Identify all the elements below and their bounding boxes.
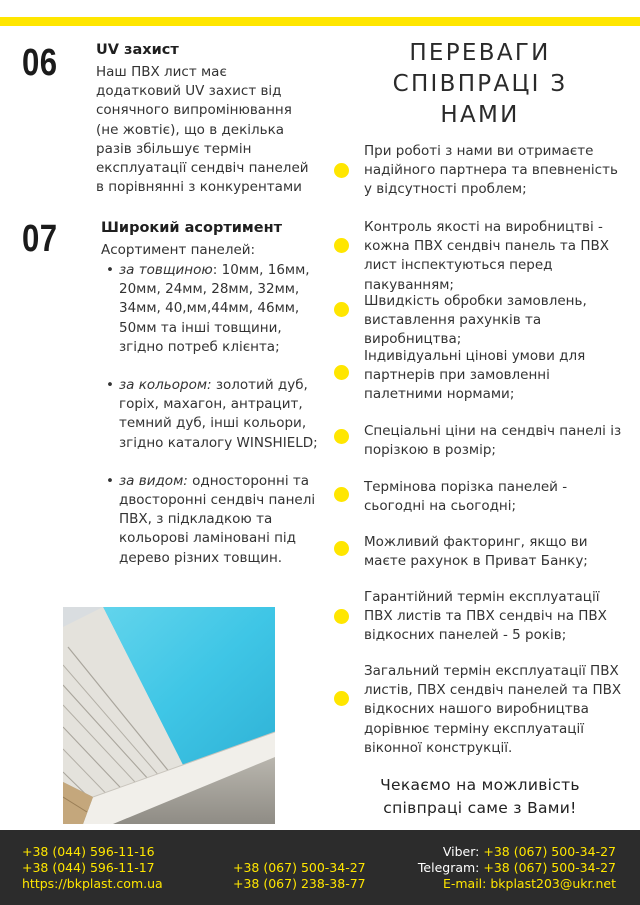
bullet-dot-icon — [334, 238, 349, 253]
benefit-text: Можливий факторинг, якщо ви маєте рахунок в Приват Банку; — [364, 534, 588, 570]
list-item-label: за кольором: — [119, 377, 212, 394]
section-number-07: 07 — [22, 218, 58, 260]
bullet-dot-icon — [334, 691, 349, 706]
closing-message: Чекаємо на можливість співпраці саме з Вами! — [380, 776, 580, 817]
benefit-text: Термінова порізка панелей - сьогодні на сьогодні; — [364, 479, 568, 515]
list-item-text: односторонні та двосторонні сендвіч панелі ПВХ, з підкладкою та кольорові ламіновані під дерево різних товщин. — [119, 472, 316, 566]
bullet-dot-icon — [334, 429, 349, 444]
website-link[interactable]: https://bkplast.com.ua — [22, 876, 163, 891]
section-title-uv: UV захист — [96, 42, 179, 58]
section-text-uv: Наш ПВХ лист має додатковий UV захист від сонячного випромінювання (не жовтіє), що в декілька разів збільшує термін експлуатації сендвіч панелей в порівнянні з конкурентами — [96, 64, 309, 196]
assortment-list — [119, 261, 319, 587]
phone-link[interactable]: +38 (044) 596-11-16 — [22, 844, 155, 859]
benefit-text: Загальний термін експлуатації ПВХ листів, ПВХ сендвіч панелей та ПВХ відкосних нашого виробництва дорівнює терміну експлуатації віконної конструкції. — [364, 663, 622, 756]
viber-label: Viber: — [442, 844, 484, 859]
benefits-title: ПЕРЕВАГИ СПІВПРАЦІ З НАМИ — [392, 40, 568, 128]
email-label: E-mail: — [442, 876, 491, 891]
telegram-contact[interactable] — [418, 860, 616, 876]
list-item-text: золотий дуб, горіх, махагон, антрацит, темний дуб, інші кольори, згідно каталогу WINSHIELD; — [119, 377, 318, 451]
phone-link[interactable]: +38 (067) 238-38-77 — [233, 876, 366, 891]
list-item-label: за видом: — [119, 472, 188, 489]
list-item-text: 10мм, 16мм, 20мм, 24мм, 28мм, 32мм, 34мм, 40,мм,44мм, 46мм, 50мм та інші товщини, згідно потреб клієнта; — [119, 262, 310, 355]
footer-contacts-right — [418, 844, 616, 892]
viber-contact[interactable] — [418, 844, 616, 860]
bullet-dot-icon — [334, 487, 349, 502]
list-item-label: за товщиною — [119, 262, 213, 278]
email-contact[interactable] — [418, 876, 616, 892]
footer-contacts-left — [22, 844, 163, 892]
bullet-dot-icon — [334, 302, 349, 317]
benefit-text: Спеціальні ціни на сендвіч панелі із порізкою в розмір; — [364, 423, 622, 459]
viber-value: +38 (067) 500-34-27 — [483, 844, 616, 859]
benefit-text: Контроль якості на виробництві - кожна ПВХ сендвіч панель та ПВХ лист інспектуються перед пакуванням; — [364, 219, 609, 293]
section-number-06: 06 — [22, 42, 58, 84]
telegram-label: Telegram: — [417, 860, 484, 875]
phone-link[interactable]: +38 (067) 500-34-27 — [233, 860, 366, 875]
assortment-intro: Асортимент панелей: — [101, 242, 256, 258]
footer-contacts-middle — [233, 860, 366, 892]
pvc-panels-photo — [63, 607, 275, 824]
benefit-text: Швидкість обробки замовлень, виставлення рахунків та виробництва; — [364, 293, 587, 348]
bullet-dot-icon — [334, 609, 349, 624]
bullet-dot-icon — [334, 365, 349, 380]
list-item — [119, 472, 319, 568]
list-item — [119, 261, 319, 357]
telegram-value: +38 (067) 500-34-27 — [483, 860, 616, 875]
bullet-dot-icon — [334, 163, 349, 178]
email-value: bkplast203@ukr.net — [490, 876, 616, 891]
bullet-dot-icon — [334, 541, 349, 556]
benefit-text: Гарантійний термін експлуатації ПВХ листів та ПВХ сендвіч на ПВХ відкосних панелей - 5 років; — [364, 589, 607, 644]
list-item — [119, 376, 319, 453]
section-title-assortment: Широкий асортимент — [101, 220, 283, 236]
benefit-text: При роботі з нами ви отримаєте надійного партнера та впевненість у відсутності проблем; — [364, 143, 618, 198]
top-accent-bar — [0, 17, 640, 26]
list-item-sep: : — [212, 262, 222, 278]
benefit-text: Індивідуальні цінові умови для партнерів при замовленні палетними нормами; — [364, 348, 586, 403]
phone-link[interactable]: +38 (044) 596-11-17 — [22, 860, 155, 875]
footer — [0, 830, 640, 905]
